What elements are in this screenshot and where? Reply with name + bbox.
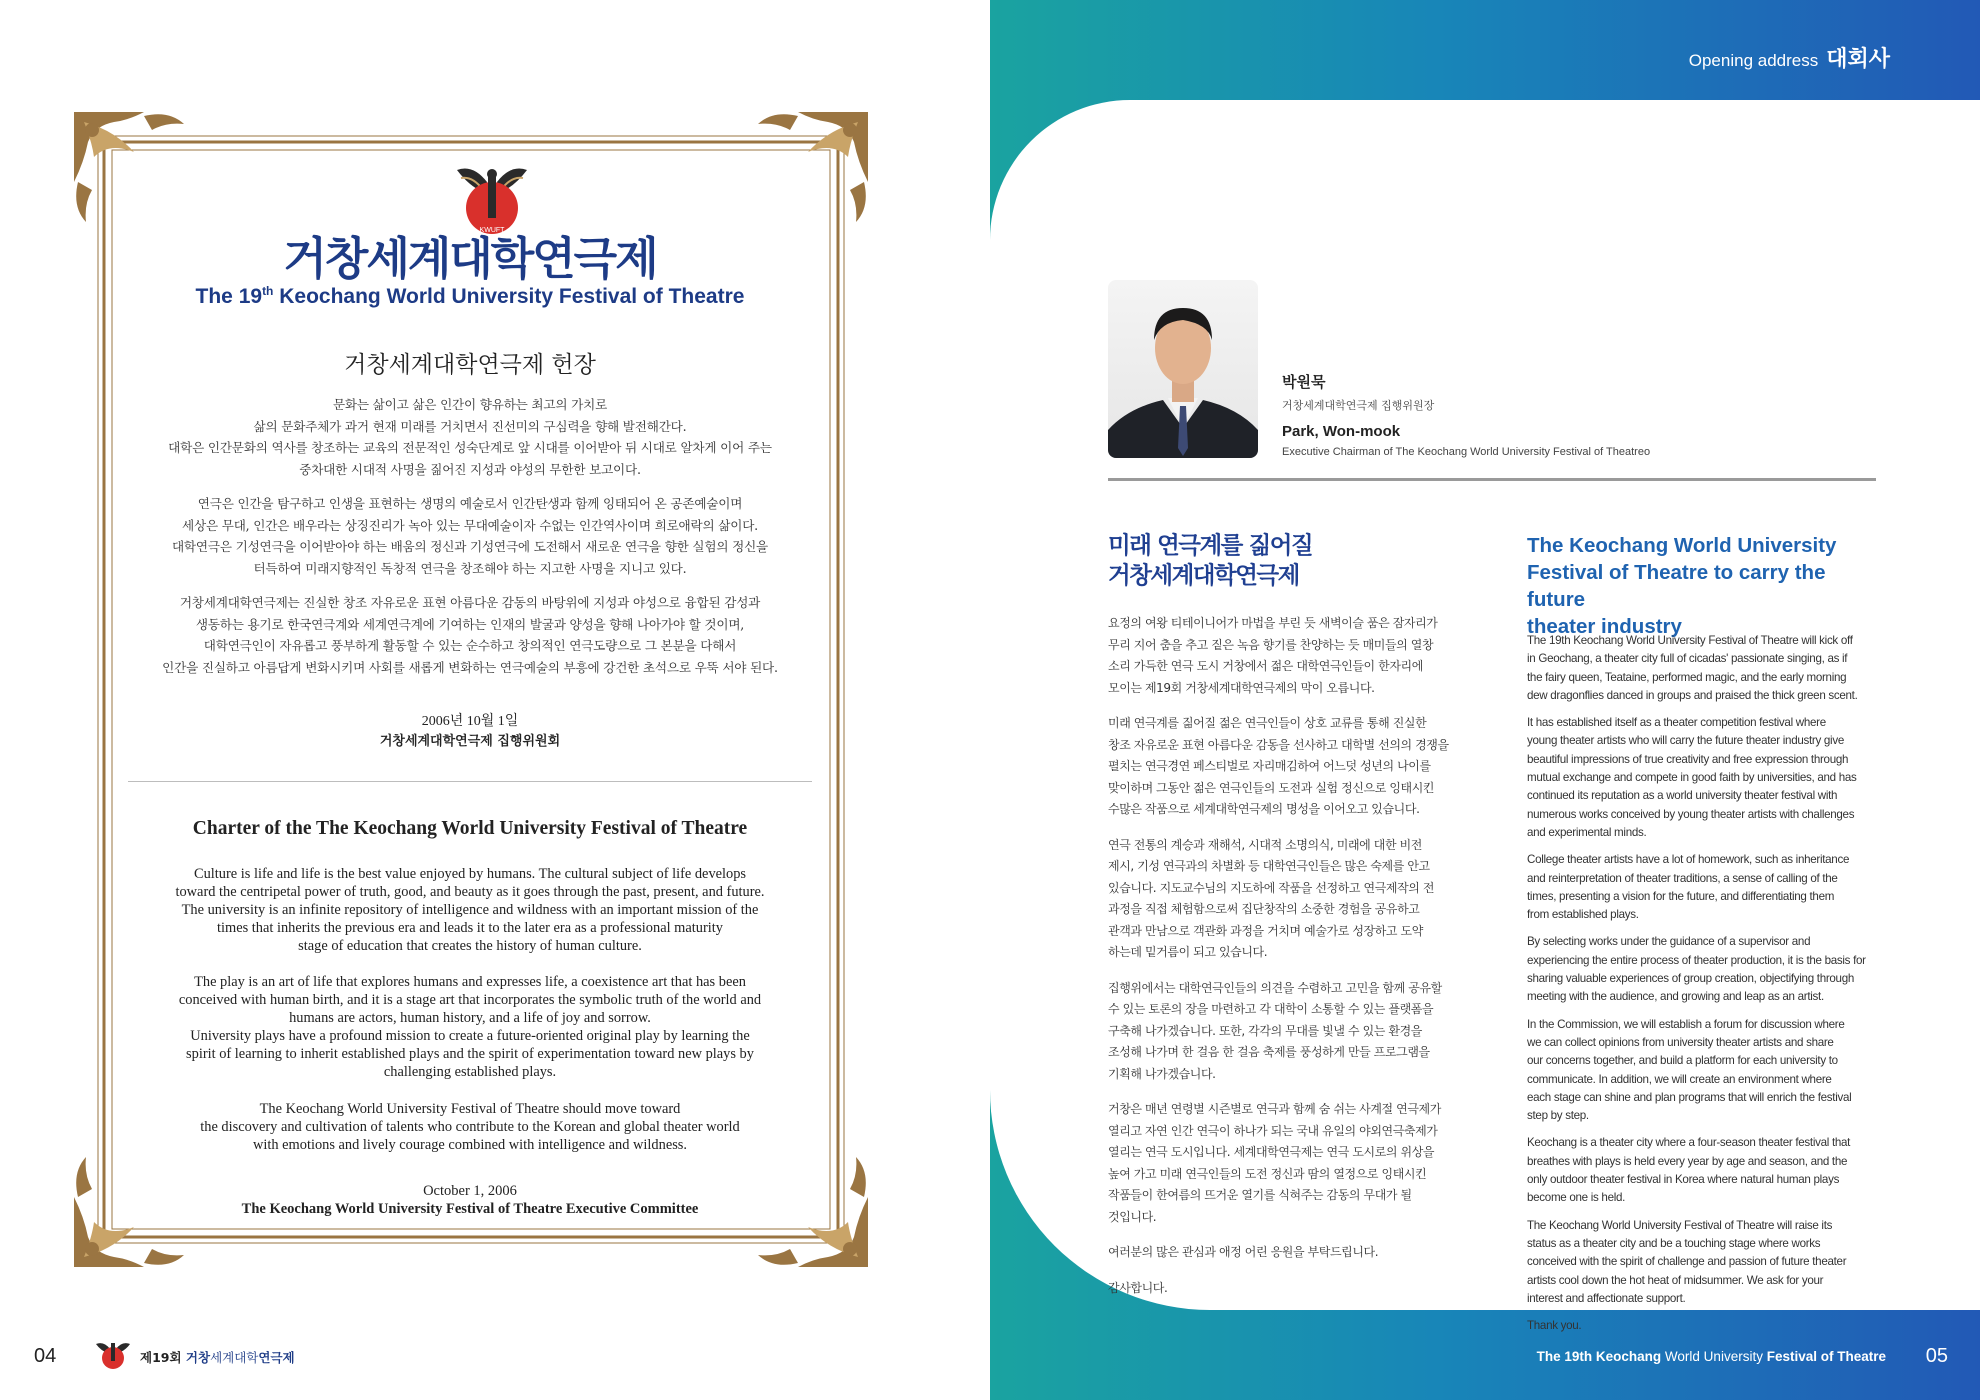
kr-paragraph: 집행위에서는 대학연극인들의 의견을 수렴하고 고민을 함께 공유할 수 있는 토론의 장을 마련하고 각 대학이 소통할 수 있는 플랫폼을 구축해 나가겠습니다. 또한, 각각의 무대를 빛낼 수 있는 환경을 조성해 나가며 한 걸음 한 걸음 축제를 풍성하게 만들 프로그램을 기획해 나가겠습니다. (1108, 980, 1442, 1081)
speaker-title-en: Executive Chairman of The Keochang World University Festival of Theatreo (1282, 446, 1651, 458)
footer-festival-name: 제19회 거창세계대학연극제 (140, 1350, 295, 1365)
en-charter-paragraph-1: Culture is life and life is the best value enjoyed by humans. The cultural subject of life develops toward the centripetal power of truth, good, and beauty as it goes through the past, present, and future. The university is an infinite repository of intelligence and wildness with an important mission of the times that inherits the previous era and leads it to the later era as a professional maturity stage of education that creates the history of human culture. (175, 866, 765, 954)
speaker-title-kr: 거창세계대학연극제 집행위원장 (1282, 399, 1435, 412)
content-panel (990, 100, 1980, 1333)
festival-title-kr: 거창세계대학연극제 (283, 232, 657, 285)
page-number-right: 05 (1925, 1345, 1948, 1367)
address-heading-en: The Keochang World University Festival of Theatre to carry the future theater industry (1527, 534, 1837, 638)
kr-paragraph: 요정의 여왕 티테이니어가 마법을 부린 듯 새벽이슬 품은 잠자리가 무리 지어 춤을 추고 짙은 녹음 향기를 찬양하는 듯 매미들의 열창 소리 가득한 연극 도시 거창에서 젊은 대학연극인들이 한자리에 모이는 제19회 거창세계대학연극제의 막이 오릅니다. (1108, 616, 1438, 695)
kr-charter-date: 2006년 10월 1일 (421, 714, 519, 729)
en-paragraph: Keochang is a theater city where a four-season theater festival that breathes with plays is held every year by age and season, and the only outdoor theater festival in Korea where natural human plays become one is held. (1527, 1136, 1851, 1205)
kr-paragraph: 연극 전통의 계승과 재해석, 시대적 소명의식, 미래에 대한 비전 제시, 기성 연극과의 차별화 등 대학연극인들은 많은 숙제를 안고 있습니다. 지도교수님의 지도하에 작품을 선정하고 연극제작의 전 과정을 직접 체험함으로써 집단창작의 소중한 경험을 공유하고 관객과 만남으로 객관화 과정을 거치며 예술가로 성장하고 도약 하는데 밑거름이 되고 있습니다. (1108, 837, 1435, 959)
kr-charter-committee: 거창세계대학연극제 집행위원회 (379, 734, 561, 749)
en-charter-paragraph-3: The Keochang World University Festival of Theatre should move toward the discovery and cultivation of talents who contribute to the Korean and global theater world with emotions and lively courage combined with intelligence and wildness. (200, 1101, 740, 1153)
section-header-en: Opening address (1688, 51, 1819, 70)
footer-festival-name-en: The 19th Keochang World University Festival of Theatre (1536, 1349, 1886, 1364)
speaker-portrait (1108, 280, 1258, 458)
kr-paragraph: 미래 연극계를 짊어질 젊은 연극인들이 상호 교류를 통해 진실한 창조 자유로운 표현 아름다운 감동을 선사하고 대학별 선의의 경쟁을 펼치는 연극경연 페스티벌로 자리매김하여 어느덧 성년의 나이를 맞이하며 그동안 젊은 연극인들의 도전과 실험 정신으로 잉태시킨 수많은 작품으로 세계대학연극제의 명성을 이어오고 있습니다. (1108, 716, 1449, 816)
kr-paragraph: 여러분의 많은 관심과 애정 어린 응원을 부탁드립니다. (1108, 1245, 1379, 1259)
section-header-kr: 대회사 (1826, 47, 1890, 72)
kr-paragraph: 거창은 매년 연령별 시즌별로 연극과 함께 숨 쉬는 사계절 연극제가 열리고 자연 인간 연극이 하나가 되는 국내 유일의 야외연극축제가 열리는 연극 도시입니다. 세계대학연극제는 연극 도시로의 위상을 높여 가고 미래 연극인들의 도전 정신과 땀의 열정으로 잉태시킨 작품들이 한여름의 뜨거운 열기를 식혀주는 감동의 무대가 될 것입니다. (1108, 1102, 1441, 1224)
en-charter-paragraph-2: The play is an art of life that explores humans and expresses life, a coexistence art that has been conceived with human birth, and it is a stage art that incorporates the symbolic truth of the world and humans are actors, human history, and a life of joy and sorrow. University plays have a profound mission to create a future-oriented original play by learning the spirit of learning to inherit established plays and the spirit of experimentation toward new plays by challenging established plays. (178, 974, 762, 1080)
kr-paragraph: 감사합니다. (1108, 1280, 1168, 1295)
kr-charter-paragraph-3: 거창세계대학연극제는 진실한 창조 자유로운 표현 아름다운 감동의 바탕위에 지성과 야성으로 융합된 감성과 생동하는 용기로 한국연극계와 세계연극계에 기여하는 인재의 발굴과 양성을 향해 나아가야 할 것이며, 대학연극인이 자유롭고 풍부하게 활동할 수 있는 순수하고 창의적인 연극도량으로 그 본분을 다해서 인간을 진실하고 아름답게 변화시키며 사회를 새롭게 변화하는 연극예술의 부흥에 강건한 초석으로 우뚝 서야 된다. (162, 595, 778, 675)
en-paragraph: Thank you. (1527, 1319, 1582, 1333)
en-charter-heading: Charter of the The Keochang World University Festival of Theatre (192, 818, 748, 839)
speaker-name-en: Park, Won-mook (1282, 423, 1401, 440)
en-paragraph: By selecting works under the guidance of a supervisor and experiencing the entire process of theater production, it is the basis for sharing valuable experiences of group creation, objectifying through meeting with the audience, and growing and leap as an artist. (1527, 935, 1866, 1004)
section-header (1689, 42, 1890, 73)
en-paragraph: It has established itself as a theater competition festival where young theater artists who will carry the future theater industry give beautiful impressions of true creativity and free expression through mutual exchange and compete in good faith by universities, and has continued its reputation as a world university theater festival with numerous works conceived by young theater artists with challenges and experimental minds. (1527, 716, 1857, 839)
right-page (990, 0, 1980, 1400)
address-body-kr (1108, 613, 1486, 1313)
en-charter-date: October 1, 2006 (423, 1183, 517, 1199)
speaker-divider (1108, 478, 1876, 481)
en-paragraph: College theater artists have a lot of homework, such as inheritance and reinterpretation of theater traditions, a sense of calling of the times, presenting a vision for the future, and differentiating them from established plays. (1527, 853, 1850, 922)
address-body-en (1527, 632, 1882, 1344)
en-paragraph: In the Commission, we will establish a forum for discussion where we can collect opinions from university theater artists and share our concerns together, and build a platform for each university to communicate. In addition, we will create an environment where each stage can shine and plan programs that will enrich the festival step by step. (1527, 1017, 1852, 1123)
en-paragraph: The 19th Keochang World University Festival of Theatre will kick off in Geochang, a theater city full of cicadas' passionate singing, as if the fairy queen, Teataine, performed magic, and the early morning dew dragonflies danced in groups and praised the thick green scent. (1527, 634, 1858, 702)
svg-text:KWUFT: KWUFT (479, 227, 505, 234)
page-number-left: 04 (34, 1345, 57, 1367)
footer-emblem-icon (95, 1340, 131, 1370)
speaker-name-kr: 박원묵 (1282, 373, 1326, 391)
kr-charter-paragraph-1: 문화는 삶이고 삶은 인간이 향유하는 최고의 가치로 삶의 문화주체가 과거 현재 미래를 거치면서 진선미의 구심력을 향해 발전해간다. 대학은 인간문화의 역사를 창조하는 교육의 전문적인 성숙단계로 앞 시대를 이어받아 뒤 시대로 알차게 이어 주는 중차대한 시대적 사명을 짊어진 지성과 야성의 무한한 보고이다. (168, 397, 772, 477)
festival-title-en: The 19th Keochang World University Festival of Theatre (195, 284, 745, 308)
kr-charter-heading: 거창세계대학연극제 헌장 (344, 352, 596, 378)
charter-divider (128, 781, 812, 782)
address-heading-kr: 미래 연극계를 짊어질 거창세계대학연극제 (1108, 531, 1313, 589)
en-paragraph: The Keochang World University Festival of Theatre will raise its status as a theater city and be a touching stage where works conceived with the spirit of challenge and passion of future theater artists cool down the hot heat of midsummer. We ask for your interest and affectionate support. (1527, 1218, 1847, 1305)
kr-charter-paragraph-2: 연극은 인간을 탐구하고 인생을 표현하는 생명의 예술로서 인간탄생과 함께 잉태되어 온 공존예술이며 세상은 무대, 인간은 배우라는 상징진리가 녹아 있는 무대예술이자 수없는 인간역사이며 희로애락의 삶이다. 대학연극은 기성연극을 이어받아야 하는 배움의 정신과 기성연극에 도전해서 새로운 연극을 향한 실험의 정신을 터득하여 미래지향적인 독창적 연극을 창조해야 하는 지고한 사명을 지니고 있다. (171, 496, 769, 576)
en-charter-committee: The Keochang World University Festival of Theatre Executive Committee (241, 1201, 699, 1217)
